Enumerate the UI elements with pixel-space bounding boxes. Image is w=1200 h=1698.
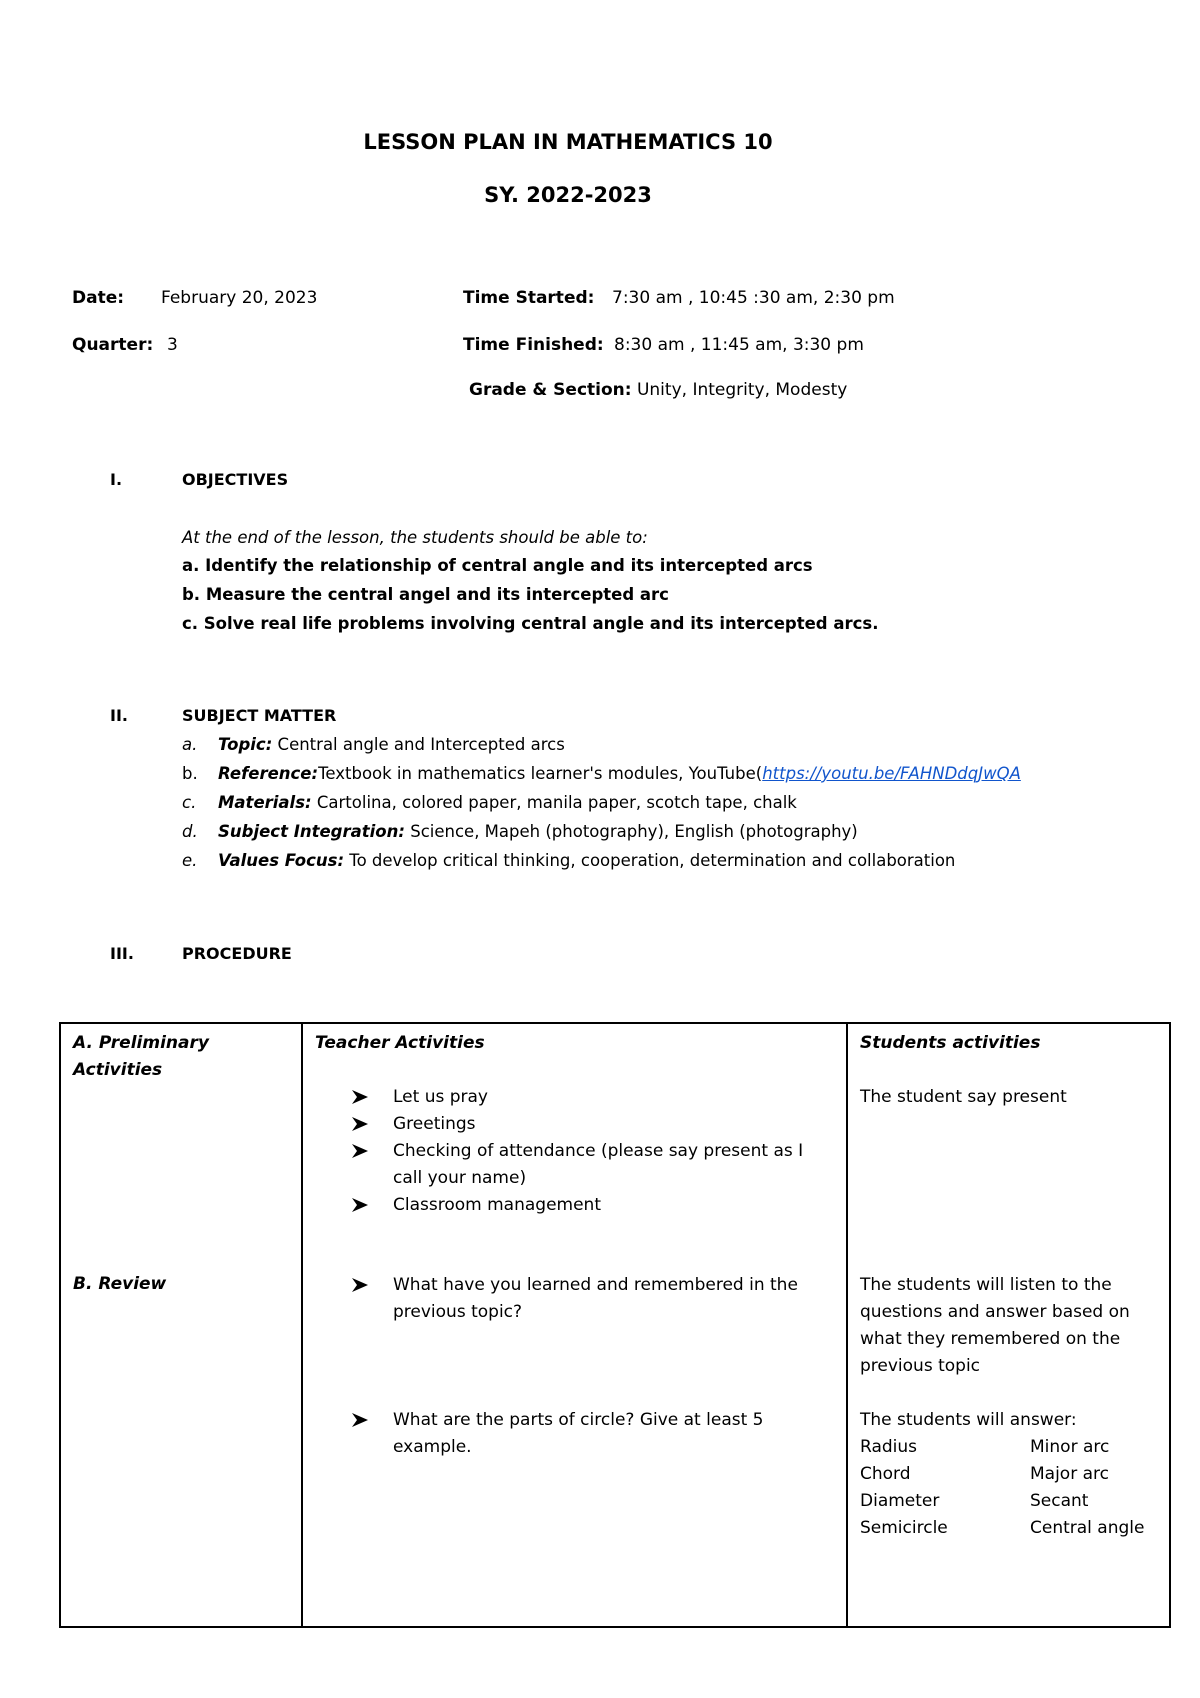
procedure-numeral: III. bbox=[110, 944, 134, 963]
list-item: Semicircle Central angle bbox=[860, 1518, 1145, 1538]
time-finished-label: Time Finished: bbox=[463, 335, 604, 355]
time-started-label: Time Started: bbox=[463, 288, 595, 308]
subject-item-integration: d. Subject Integration: Science, Mapeh (photography), English (photography) bbox=[182, 822, 858, 841]
objectives-heading: OBJECTIVES bbox=[182, 470, 289, 489]
date-label: Date: bbox=[72, 288, 125, 308]
subject-matter-numeral: II. bbox=[110, 706, 128, 725]
document-title: LESSON PLAN IN MATHEMATICS 10 bbox=[363, 130, 773, 154]
school-year: SY. 2022-2023 bbox=[484, 183, 652, 207]
arrow-bullet-icon bbox=[351, 1084, 371, 1105]
preliminary-activities-label: A. Preliminary Activities bbox=[73, 1033, 209, 1080]
procedure-table bbox=[59, 1022, 1171, 1628]
date-value: February 20, 2023 bbox=[161, 288, 318, 308]
review-question-1: What have you learned and remembered in the previous topic? bbox=[393, 1275, 798, 1322]
quarter-label: Quarter: bbox=[72, 335, 154, 355]
circle-parts-list bbox=[860, 1434, 1160, 1542]
objective-item-a: a. Identify the relationship of central angle and its intercepted arcs bbox=[182, 556, 813, 575]
arrow-bullet-icon bbox=[351, 1111, 371, 1132]
list-item: Radius Minor arc bbox=[860, 1437, 1110, 1457]
arrow-bullet-icon bbox=[351, 1272, 371, 1293]
subject-item-topic: a. Topic: Central angle and Intercepted arcs bbox=[182, 735, 565, 754]
teacher-activities-header: Teacher Activities bbox=[315, 1033, 485, 1053]
grade-section bbox=[469, 380, 847, 400]
time-started-value: 7:30 am , 10:45 :30 am, 2:30 pm bbox=[612, 288, 895, 308]
grade-section-label: Grade & Section: bbox=[469, 380, 632, 400]
subject-item-materials: c. Materials: Cartolina, colored paper, manila paper, scotch tape, chalk bbox=[182, 793, 797, 812]
parts-intro: The students will answer: bbox=[860, 1410, 1077, 1430]
teacher-activities-column: Teacher Activities Let us pray Greetings Checking of attendance (please say present as I call your name) Classroom management What have you learned and remembered in the previous topic? What are the parts of circle? Give at least 5 example. bbox=[302, 1023, 847, 1627]
attendance-item: Checking of attendance (please say present as I call your name) bbox=[393, 1141, 804, 1188]
subject-item-reference: b. Reference:Textbook in mathematics learner's modules, YouTube(https://youtu.be/FAHNDdqJwQA bbox=[182, 764, 1021, 783]
objective-item-b: b. Measure the central angel and its intercepted arc bbox=[182, 585, 669, 604]
students-activities-header: Students activities bbox=[860, 1033, 1041, 1053]
objective-item-c: c. Solve real life problems involving central angle and its intercepted arcs. bbox=[182, 614, 879, 633]
arrow-bullet-icon bbox=[351, 1138, 371, 1159]
quarter-value: 3 bbox=[167, 335, 178, 355]
preliminary-answer: The student say present bbox=[860, 1087, 1067, 1107]
arrow-bullet-icon bbox=[351, 1192, 371, 1213]
students-activities-column bbox=[847, 1023, 1170, 1627]
objectives-intro: At the end of the lesson, the students should be able to: bbox=[182, 528, 648, 547]
subject-matter-heading: SUBJECT MATTER bbox=[182, 706, 337, 725]
time-finished-value: 8:30 am , 11:45 am, 3:30 pm bbox=[614, 335, 864, 355]
list-item: Diameter Secant bbox=[860, 1491, 1089, 1511]
subject-item-values: e. Values Focus: To develop critical thinking, cooperation, determination and collaboration bbox=[182, 851, 956, 870]
youtube-link[interactable]: https://youtu.be/FAHNDdqJwQA bbox=[762, 764, 1021, 783]
grade-section-value: Unity, Integrity, Modesty bbox=[636, 380, 848, 400]
arrow-bullet-icon bbox=[351, 1407, 371, 1428]
procedure-heading: PROCEDURE bbox=[182, 944, 292, 963]
review-label: B. Review bbox=[73, 1274, 167, 1294]
review-question-2: What are the parts of circle? Give at least 5 example. bbox=[393, 1410, 764, 1457]
review-answer: The students will listen to the questions and answer based on what they remembered on the previous topic bbox=[860, 1275, 1130, 1376]
activity-phase-column bbox=[60, 1023, 302, 1627]
objectives-numeral: I. bbox=[110, 470, 123, 489]
list-item: Chord Major arc bbox=[860, 1464, 1109, 1484]
